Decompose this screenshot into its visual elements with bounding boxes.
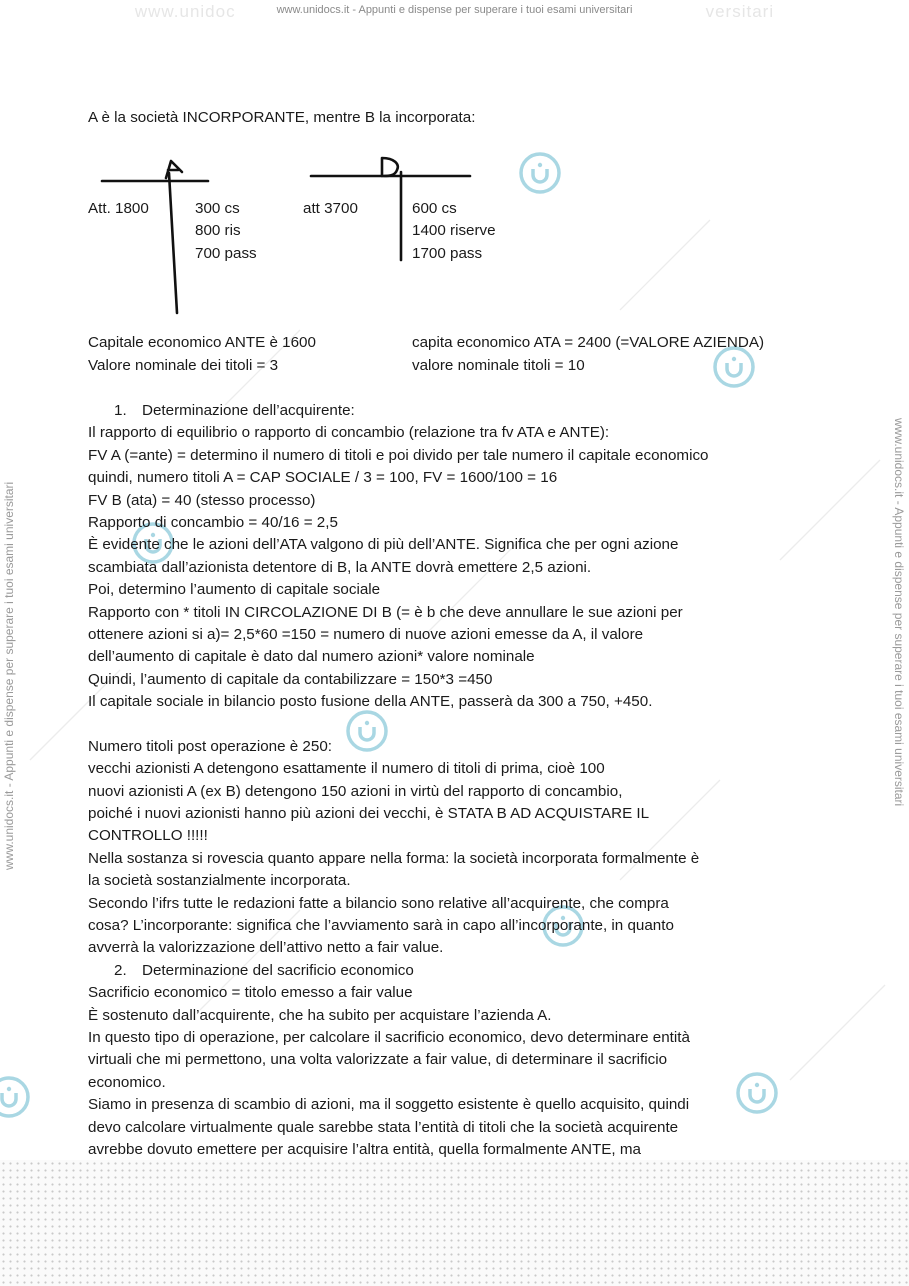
t-account-a-right-1: 300 cs: [195, 200, 240, 217]
t-account-a-right-2: 800 ris: [195, 222, 241, 239]
t-account-b-right-1: 600 cs: [412, 200, 457, 217]
text-line: dell’aumento di capitale è dato dal numero azioni* valore nominale: [88, 648, 535, 666]
blank-line: [88, 713, 828, 735]
top-watermark-ghost-left: www.unidoc: [134, 2, 236, 21]
text-line: CONTROLLO !!!!!: [88, 827, 208, 845]
top-watermark-ghost-right: versitari: [705, 2, 775, 21]
right-watermark: www.unidocs.it - Appunti e dispense per superare i tuoi esami universitari: [892, 418, 906, 807]
text-line: In questo tipo di operazione, per calcolare il sacrificio economico, devo determinare entità: [88, 1028, 690, 1046]
text-line: cosa? L’incorporante: significa che l’avviamento sarà in capo all’incorporante, in quanto: [88, 916, 674, 934]
capital-left-1: Capitale economico ANTE è 1600: [88, 334, 316, 351]
text-line: Rapporto con * titoli IN CIRCOLAZIONE DI B (= è b che deve annullare le sue azioni per: [88, 603, 683, 621]
text-line: Siamo in presenza di scambio di azioni, ma il soggetto esistente è quello acquisito, quindi: [88, 1096, 690, 1114]
text-line: È sostenuto dall’acquirente, che ha subito per acquistare l’azienda A.: [88, 1006, 552, 1024]
text-line: Quindi, l’aumento di capitale da contabilizzare = 150*3 =450: [88, 670, 493, 688]
list-number: 2.: [114, 961, 127, 979]
heading-text: Determinazione dell’acquirente:: [142, 402, 355, 419]
text-line: nuovi azionisti A (ex B) detengono 150 azioni in virtù del rapporto di concambio,: [88, 782, 623, 800]
page-footer-pattern: [0, 1160, 909, 1286]
text-line: quindi, numero titoli A = CAP SOCIALE / 3 = 100, FV = 1600/100 = 16: [88, 469, 558, 487]
heading-text: Determinazione del sacrificio economico: [142, 961, 414, 979]
text-line: Secondo l’ifrs tutte le redazioni fatte a bilancio sono relative all’acquirente, che compra: [88, 894, 669, 912]
t-account-a-vertical-line: [169, 173, 177, 313]
t-account-b-right-3: 1700 pass: [412, 245, 483, 262]
text-line: scambiata dall’azionista detentore di B, la ANTE dovrà emettere 2,5 azioni.: [88, 558, 592, 576]
intro-text: A è la società INCORPORANTE, mentre B la incorporata:: [88, 109, 476, 126]
text-line: Sacrificio economico = titolo emesso a fair value: [88, 984, 413, 1002]
text-line: FV B (ata) = 40 (stesso processo): [88, 491, 316, 509]
list-number: 1.: [114, 402, 127, 419]
body-text: [88, 400, 828, 1161]
text-line: la società sostanzialmente incorporata.: [88, 872, 351, 890]
text-line: devo calcolare virtualmente quale sarebbe stata l’entità di titoli che la società acquirente: [88, 1118, 679, 1136]
numbered-heading: [88, 400, 828, 422]
t-account-a-left: Att. 1800: [88, 200, 149, 217]
t-account-a-right-3: 700 pass: [195, 245, 257, 262]
text-line: poiché i nuovi azionisti hanno più azioni dei vecchi, è STATA B AD ACQUISTARE IL: [88, 805, 650, 823]
text-line: Il capitale sociale in bilancio posto fusione della ANTE, passerà da 300 a 750, +450.: [88, 693, 653, 711]
text-line: Rapporto di concambio = 40/16 = 2,5: [88, 513, 338, 531]
text-line: virtuali che mi permettono, una volta valorizzate a fair value, di determinare il sacrificio: [88, 1051, 668, 1069]
text-line: Numero titoli post operazione è 250:: [88, 737, 332, 755]
top-watermark: www.unidocs.it - Appunti e dispense per superare i tuoi esami universitari: [276, 4, 633, 16]
t-account-b-letter-mark: [382, 158, 398, 176]
capital-right-1: capita economico ATA = 2400 (=VALORE AZIENDA): [412, 334, 765, 351]
capital-right-2: valore nominale titoli = 10: [412, 357, 585, 374]
text-line: Poi, determino l’aumento di capitale sociale: [88, 581, 381, 599]
t-account-b-left: att 3700: [303, 200, 358, 217]
text-line: economico.: [88, 1073, 166, 1091]
text-line: Nella sostanza si rovescia quanto appare nella forma: la società incorporata formalmente è: [88, 849, 700, 867]
text-line: È evidente che le azioni dell’ATA valgono di più dell’ANTE. Significa che per ogni azione: [88, 536, 679, 554]
text-line: avrebbe dovuto emettere per acquisire l’altra entità, quella formalmente ANTE, ma: [88, 1140, 641, 1158]
numbered-heading: [88, 960, 828, 982]
text-line: ottenere azioni si a)= 2,5*60 =150 = numero di nuove azioni emesse da A, il valore: [88, 625, 644, 643]
capital-left-2: Valore nominale dei titoli = 3: [88, 357, 279, 374]
text-line: Il rapporto di equilibrio o rapporto di concambio (relazione tra fv ATA e ANTE):: [88, 424, 610, 442]
text-line: FV A (=ante) = determino il numero di titoli e poi divido per tale numero il capitale economico: [88, 446, 709, 464]
text-line: vecchi azionisti A detengono esattamente il numero di titoli di prima, cioè 100: [88, 760, 605, 778]
left-watermark: www.unidocs.it - Appunti e dispense per superare i tuoi esami universitari: [2, 481, 16, 870]
t-account-b-right-2: 1400 riserve: [412, 222, 496, 239]
text-line: avverrà la valorizzazione dell’attivo netto a fair value.: [88, 939, 444, 957]
